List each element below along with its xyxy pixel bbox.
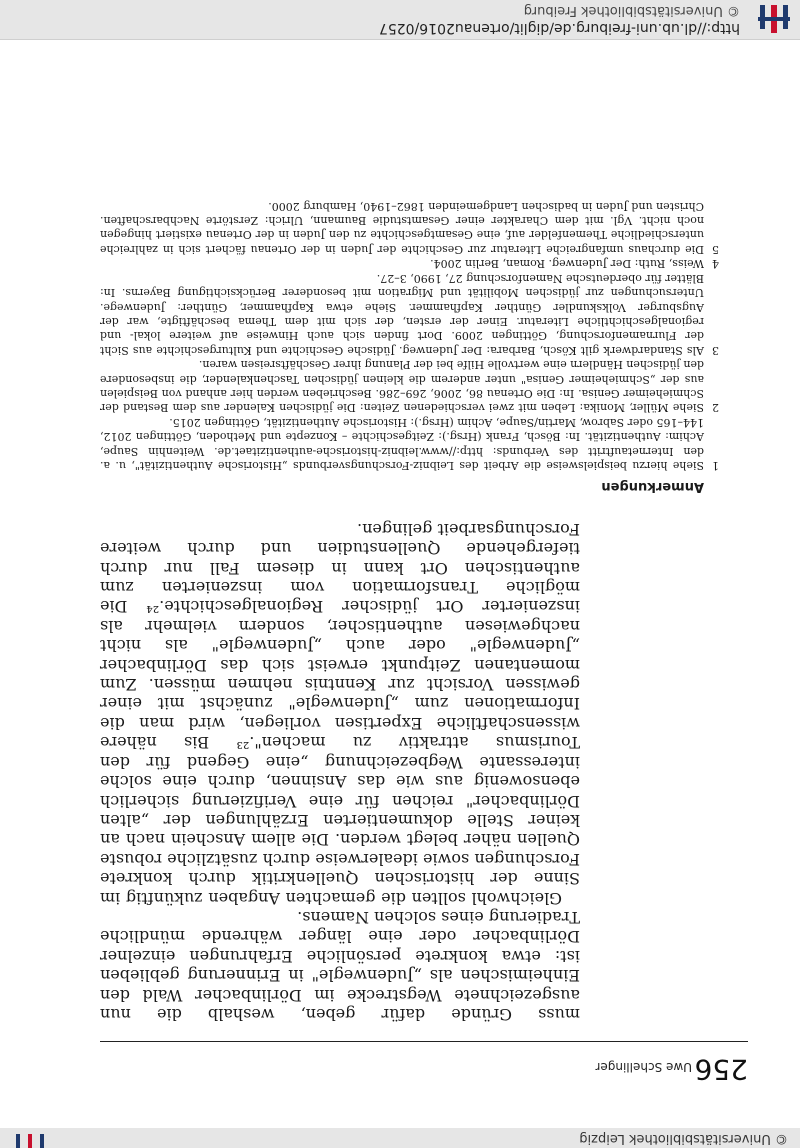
- endnote-number: 3: [712, 343, 719, 357]
- document-page: [0, 40, 800, 1128]
- endnotes: [100, 198, 719, 472]
- endnote: [100, 357, 719, 415]
- body-text: [100, 519, 580, 1024]
- library-logo-icon: [756, 1, 792, 37]
- endnote-text: Siehe Müller, Monika: Leben mit zwei verschiedenen Zeiten: Die jüdischen Kalender aus dem Bestand der Schmieheimer Genisa. In: Die Ortenau 86, 2006, 269–286. Beschrieben werden hier anhand von Beispielen aus der „Schmieheimer Genisa" unter anderem die kleinen jüdischen Taschenkalender, die insbesondere den jüdischen Händlern eine wertvolle Hilfe bei der Planung ihrer Geschäftsreisen waren.: [100, 358, 704, 415]
- endnote-text: Weiss, Ruth: Der Judenweg. Roman, Berlin 2004.: [430, 257, 704, 271]
- endnote-number: 2: [712, 401, 719, 415]
- library-credit: © Universitätsbibliothek Freiburg: [523, 3, 740, 18]
- top-bar: [0, 1128, 800, 1148]
- running-head: Uwe Schellinger: [595, 1060, 692, 1074]
- body-paragraph: Gleichwohl sollten die gemachten Angaben zukünftig im Sinne der historischen Quellenkritik durch konkrete Forschungen sowie idealerweise durch zusätzliche robuste Quellen näher belegt werden. Die allem Anschein nach an keiner Stelle dokumentierten Erzählungen der „alten Dörlinbacher" reichen für eine Verifizierung sicherlich ebensowenig aus wie das Ansinnen, durch eine solche interessante Wegbezeichnung „eine Gegend für den Tourismus attraktiv zu machen".²³ Bis nähere wissenschaftliche Expertisen vorliegen, wird man die Informationen zum „Judenwegle" zunächst mit einer gewissen Vorsicht zur Kenntnis nehmen müssen. Zum momentanen Zeitpunkt erweist sich das Dörlinbacher „Judenwegle" oder auch „Judenwegle" als nicht nachgewiesen authentischer, sondern vielmehr als inszenierter Ort jüdischer Regionalgeschichte.²⁴ Die mögliche Transformation vom inszenierten zum authentischen Ort kann in diesem Fall nur durch tiefergehende Quellenstudien und durch weitere Forschungsarbeit gelingen.: [100, 519, 580, 908]
- endnote-text: Als Standardwerk gilt Kösch, Barbara: Der Judenweg. Jüdische Geschichte und Kulturgeschichte aus Sicht der Flurnamenforschung, Göttingen 2009. Dort finden sich auch Hinweise auf weitere lokal- und regionalgeschichtliche Literatur. Einer der ersten, der sich mit dem Thema beschäftigte, war der Augsburger Volkskundler Günther Kapfhammer. Siehe etwa Kapfhammer, Günther: Judenwege. Untersuchungen zur jüdischen Mobilität und Migration mit besonderer Berücksichtigung Bayerns. In: Blätter für oberdeutsche Namenforschung 27, 1990, 3–27.: [100, 271, 704, 357]
- document-url-link[interactable]: http://dl.ub.uni-freiburg.de/diglit/ortenau2016/0257: [378, 20, 740, 36]
- endnote-number: 4: [712, 257, 719, 271]
- endnote-number: 5: [712, 242, 719, 256]
- endnote: [100, 256, 719, 271]
- endnote-text: Siehe hierzu beispielsweise die Arbeit des Leibniz-Forschungsverbunds „Historische Authentizität", u. a. den Internetauftritt des Verbunds: http://www.leibniz-historische-authentizitaet.de. Weitenhin Saupe, Achim: Authentizität. In: Bösch, Frank (Hrsg.): Zeitgeschichte – Konzepte und Methoden, Göttingen 2012, 144–165 oder Sabrow, Martin/Saupe, Achim (Hrsg.): Historische Authentizität, Göttingen 2015.: [100, 415, 704, 472]
- bottom-bar: [0, 0, 800, 40]
- endnote-number: 1: [712, 459, 719, 472]
- library-logo-icon: [10, 1128, 50, 1148]
- endnote: [100, 198, 719, 256]
- endnote-text: Die durchaus umfangreiche Literatur zur Geschichte der Juden in der Ortenau fächert sich in zahlreiche unterschiedliche Themenfelder auf, eine Gesamtgeschichte zu den Juden in der Ortenau existiert hingegen noch nicht. Vgl. mit dem Charakter einer Gesamtstudie Baumann, Ulrich: Zerstörte Nachbarschaften. Christen und Juden in badischen Landgemeinden 1862–1940, Hamburg 2000.: [100, 199, 704, 256]
- endnote: [100, 414, 719, 472]
- endnote: [100, 270, 719, 357]
- page-header: [100, 1041, 748, 1086]
- top-bar-text: © Universitätsbibliothek Leipzig: [579, 1131, 788, 1146]
- notes-heading: Anmerkungen: [601, 479, 704, 494]
- body-paragraph: muss Gründe dafür geben, weshalb die nun ausgezeichnete Wegstrecke im Dörlinbacher Wald den Einheimischen als „Judenwegle" in Erinnerung geblieben ist: etwa konkrete persönliche Erfahrungen einzelner Dörlinbacher oder eine länger währende mündliche Tradierung eines solchen Namens.: [100, 907, 580, 1024]
- page-number: 256: [694, 1053, 748, 1086]
